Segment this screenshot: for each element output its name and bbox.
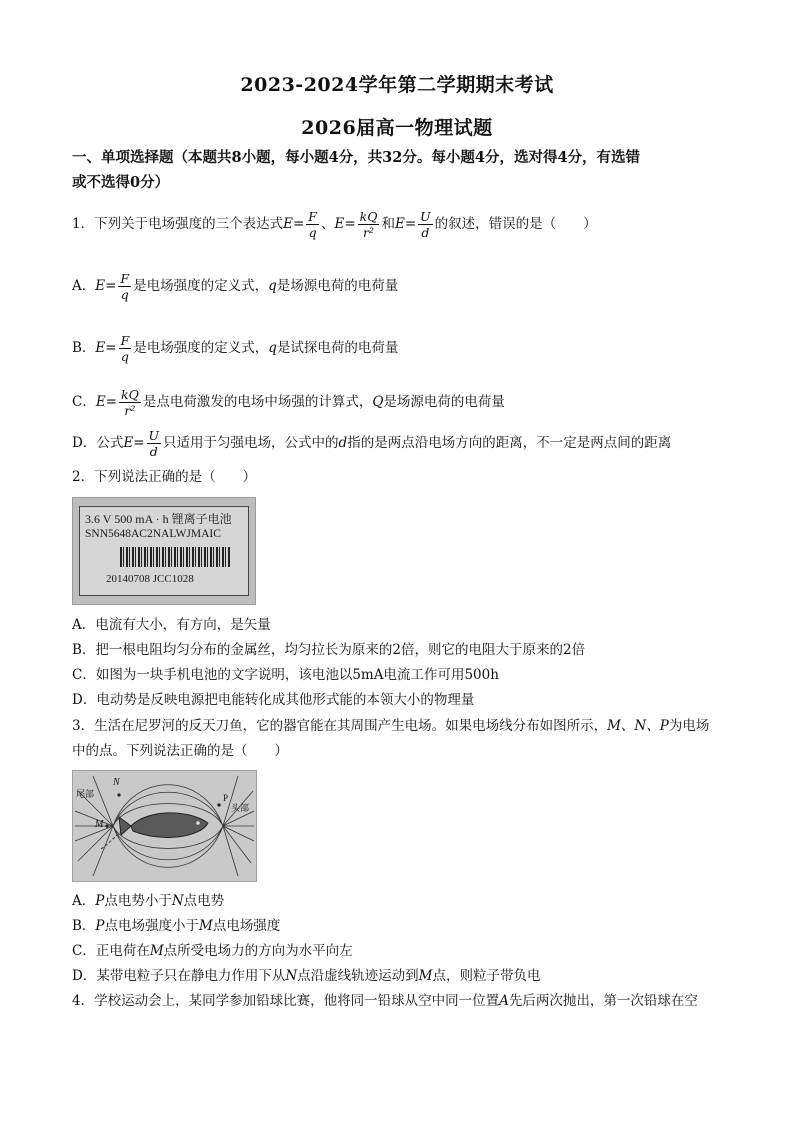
battery-label-photo — [72, 497, 256, 605]
fraction-F-over-q — [119, 333, 132, 364]
fig-label-M: M — [95, 819, 104, 830]
fraction-U-over-d — [418, 209, 433, 240]
option-label: C． — [72, 394, 96, 410]
denominator: q — [308, 225, 317, 240]
section-heading-line1: 一、单项选择题（本题共8小题，每小题4分，共32分。每小题4分，选对得4分，有选错 — [72, 149, 641, 166]
var-q: q — [268, 278, 277, 294]
formula-E: E — [334, 216, 345, 232]
fraction-F-over-q — [118, 271, 131, 302]
fraction-kQ-over-r2 — [358, 209, 380, 240]
option-text: 只适用于匀强电场，公式中的 — [163, 435, 339, 451]
option-text: 指的是两点沿电场方向的距离，不一定是两点间的距离 — [347, 435, 672, 451]
option-text: 是电场强度的定义式， — [133, 278, 269, 294]
option-text: 是场源电荷的电荷量 — [276, 278, 399, 294]
denominator: d — [421, 225, 430, 240]
q1-stem-suffix: 的叙述，错误的是（ ） — [434, 216, 597, 232]
formula-E: E — [283, 216, 293, 232]
numerator: F — [120, 271, 130, 286]
q1-stem-prefix: 1．下列关于电场强度的三个表达式 — [72, 216, 284, 232]
var-P: P — [95, 893, 105, 909]
numerator: U — [148, 428, 160, 443]
battery-serial-text: SNN5648AC2NALWJMAIC — [85, 528, 221, 540]
var-M: M — [199, 918, 213, 934]
option-text: 点电势 — [183, 893, 225, 909]
numerator: U — [420, 209, 431, 224]
exam-title: 2023-2024学年第二学期期末考试 — [240, 74, 554, 96]
section-heading — [72, 145, 732, 195]
option-text: A． — [72, 893, 96, 909]
q2-option-b: B．把一根电阻均匀分布的金属丝，均匀拉长为原来的2倍，则它的电阻大于原来的2倍 — [72, 642, 586, 658]
q3-point-vars: M、N、P — [607, 718, 669, 734]
formula-E: E — [123, 435, 134, 451]
q3-option-c — [72, 941, 732, 961]
option-label: A． — [72, 278, 96, 294]
equals-sign: = — [105, 278, 117, 294]
option-text: 点电场强度 — [212, 918, 281, 934]
q3-stem-text-end: 为电场 — [668, 718, 710, 734]
q1-option-b — [72, 330, 732, 366]
numerator: F — [308, 209, 317, 224]
q1-option-c — [72, 384, 732, 420]
option-text: 是场源电荷的电荷量 — [383, 394, 505, 410]
formula-E: E — [95, 340, 106, 356]
fraction-kQ-over-r2 — [119, 387, 141, 418]
option-text: 点电场强度小于 — [104, 918, 200, 934]
q2-stem: 2．下列说法正确的是（ ） — [72, 469, 257, 485]
option-text: D．某带电粒子只在静电力作用下从 — [72, 968, 286, 984]
option-text: 是试探电荷的电荷量 — [276, 340, 399, 356]
section-heading-line2: 或不选得0分） — [72, 174, 170, 191]
option-label: D．公式 — [72, 435, 124, 451]
barcode — [120, 547, 230, 567]
var-A: A — [499, 993, 509, 1009]
fish-icon — [119, 813, 208, 838]
formula-E: E — [95, 394, 106, 410]
option-label: B． — [72, 340, 96, 356]
equals-sign: = — [133, 435, 145, 451]
q2-option-d: D．电动势是反映电源把电能转化成其他形式能的本领大小的物理量 — [72, 692, 475, 708]
numerator: kQ — [121, 387, 139, 402]
denominator: q — [120, 349, 129, 364]
fig-label-N: N — [113, 777, 120, 788]
battery-spec-text: 3.6 V 500 mA · h 锂离子电池 — [85, 512, 232, 526]
q3-option-a — [72, 891, 732, 911]
q2-option-c: C．如图为一块手机电池的文字说明，该电池以5mA电流工作可用500h — [72, 667, 499, 683]
exam-subtitle: 2026届高一物理试题 — [301, 117, 493, 139]
option-text: B． — [72, 918, 96, 934]
denominator: q — [120, 287, 129, 302]
numerator: F — [120, 333, 130, 348]
equals-sign: = — [105, 340, 117, 356]
option-text: 点电势小于 — [104, 893, 172, 909]
denominator: r² — [363, 225, 375, 240]
equals-sign: = — [105, 394, 118, 410]
numerator: kQ — [359, 209, 378, 224]
q1-option-d — [72, 425, 732, 461]
var-q: q — [268, 340, 277, 356]
var-d: d — [338, 435, 348, 451]
equals-sign: = — [344, 216, 356, 232]
var-M: M — [418, 968, 433, 984]
battery-label — [79, 506, 249, 596]
formula-E: E — [95, 278, 106, 294]
fig-label-P: P — [223, 793, 229, 803]
q1-option-a — [72, 268, 732, 304]
q3-option-d — [72, 966, 732, 986]
option-text: 点所受电场力的方向为水平向左 — [163, 943, 353, 959]
var-Q: Q — [372, 394, 384, 410]
fraction-F-over-q — [306, 209, 319, 240]
var-N: N — [285, 968, 298, 984]
q4-stem — [72, 991, 732, 1011]
separator: 和 — [381, 216, 395, 232]
option-text: 是点电荷激发的电场中场强的计算式， — [142, 394, 373, 410]
var-P: P — [95, 918, 105, 934]
equals-sign: = — [292, 216, 305, 232]
fish-field-photo — [72, 770, 257, 882]
option-text: 点沿虚线轨迹运动到 — [297, 968, 419, 984]
battery-date-text: 20140708 JCC1028 — [106, 573, 194, 585]
q4-stem-text-end: 先后两次抛出，第一次铅球在空 — [508, 993, 698, 1009]
q3-stem-line1 — [72, 716, 732, 736]
q1-stem — [72, 206, 732, 242]
q4-stem-text: 4．学校运动会上，某同学参加铅球比赛，他将同一铅球从空中同一位置 — [72, 993, 500, 1009]
q2-option-a: A．电流有大小，有方向，是矢量 — [72, 617, 271, 633]
var-N: N — [171, 893, 184, 909]
denominator: d — [149, 444, 158, 459]
var-M: M — [149, 943, 164, 959]
fig-label-head: 头部 — [231, 804, 250, 814]
fraction-U-over-d — [147, 428, 162, 459]
q3-stem-text: 3．生活在尼罗河的反天刀鱼，它的器官能在其周围产生电场。如果电场线分布如图所示， — [72, 718, 608, 734]
q3-stem-line2: 中的点。下列说法正确的是（ ） — [72, 743, 288, 759]
fig-label-tail: 尾部 — [76, 790, 95, 800]
option-text: 是电场强度的定义式， — [133, 340, 269, 356]
q3-option-b — [72, 916, 732, 936]
denominator: r² — [124, 403, 136, 418]
fish-field-diagram — [73, 771, 256, 881]
formula-E: E — [394, 216, 405, 232]
separator: 、 — [320, 216, 335, 232]
option-text: C．正电荷在 — [72, 943, 150, 959]
equals-sign: = — [404, 216, 417, 232]
option-text: 点，则粒子带负电 — [432, 968, 541, 984]
